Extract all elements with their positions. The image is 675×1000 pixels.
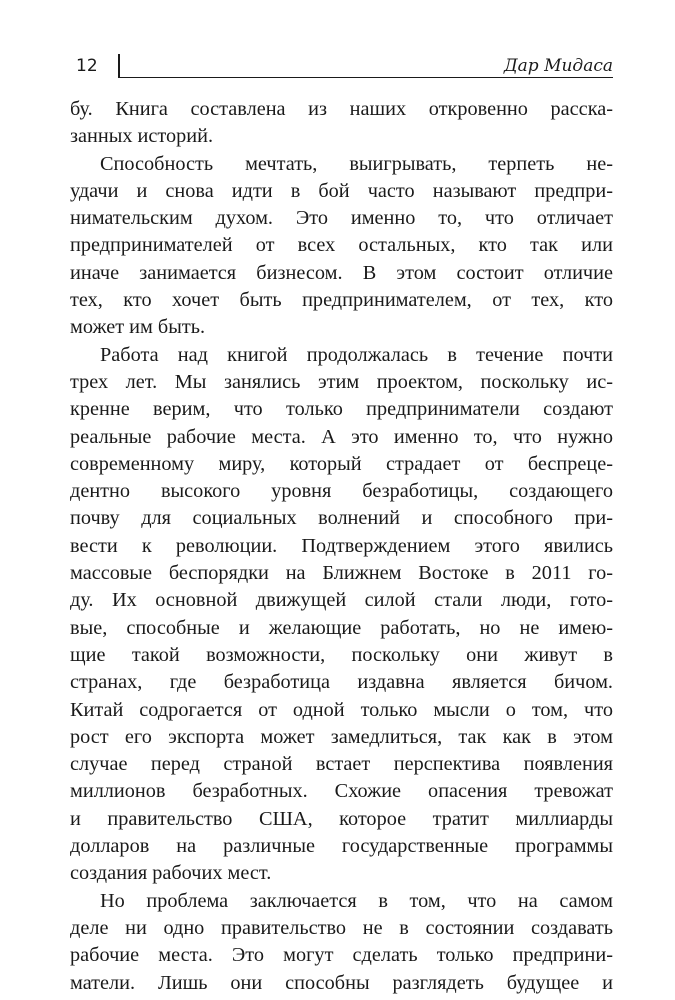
text-line: вести к революции. Подтверждением этого явились [70,534,613,557]
text-line: матели. Лишь они способны разглядеть будущее и [70,971,613,994]
text-line: почву для социальных волнений и способного при- [70,507,613,530]
text-line: рост его экспорта может замедлиться, так как в этом [70,725,613,748]
text-line: может им быть. [70,316,206,339]
page-number: 12 [76,56,98,76]
text-line: дентно высокого уровня безработицы, создающего [70,480,613,503]
header-rule [118,77,613,78]
running-title: Дар Мидаса [503,56,613,76]
text-line: трех лет. Мы занялись этим проектом, поскольку ис- [70,370,613,393]
text-line: реальные рабочие места. А это именно то, что нужно [70,425,613,448]
text-line: массовые беспорядки на Ближнем Востоке в 2011 го- [70,562,613,585]
text-line: странах, где безработица издавна является бичом. [70,671,613,694]
text-line: создания рабочих мест. [70,862,272,885]
text-line: Работа над книгой продолжалась в течение почти [100,343,613,366]
text-line: бу. Книга составлена из наших откровенно расска- [70,98,613,120]
text-line: долларов на различные государственные программы [70,835,613,858]
text-line: рабочие места. Это могут сделать только предприни- [70,944,613,967]
text-line: деле ни одно правительство не в состоянии создавать [70,916,613,939]
text-line: нимательским духом. Это именно то, что отличает [70,207,613,230]
text-line: щие такой возможности, поскольку они живут в [70,643,613,666]
header-divider [118,54,120,78]
text-line: Но проблема заключается в том, что на самом [100,889,613,912]
text-line: ду. Их основной движущей силой стали люди, гото- [70,589,613,612]
text-line: вые, способные и желающие работать, но не имею- [70,616,613,639]
text-line: Способность мечтать, выигрывать, терпеть не- [100,152,613,175]
text-line: тех, кто хочет быть предпринимателем, от тех, кто [70,289,613,312]
text-line: предпринимателей от всех остальных, кто так или [70,234,613,257]
running-header [62,56,613,78]
text-line: и правительство США, которое тратит миллиарды [70,807,613,830]
text-line: кренне верим, что только предприниматели создают [70,398,613,421]
text-line: случае перед страной встает перспектива появления [70,753,613,776]
text-line: современному миру, который страдает от беспреце- [70,452,613,475]
text-line: занных историй. [70,125,214,148]
text-line: миллионов безработных. Схожие опасения тревожат [70,780,613,803]
text-line: удачи и снова идти в бой часто называют предпри- [70,179,613,202]
text-line: Китай содрогается от одной только мысли о том, что [70,698,613,721]
text-line: иначе занимается бизнесом. В этом состоит отличие [70,261,613,284]
body-text [70,96,613,997]
